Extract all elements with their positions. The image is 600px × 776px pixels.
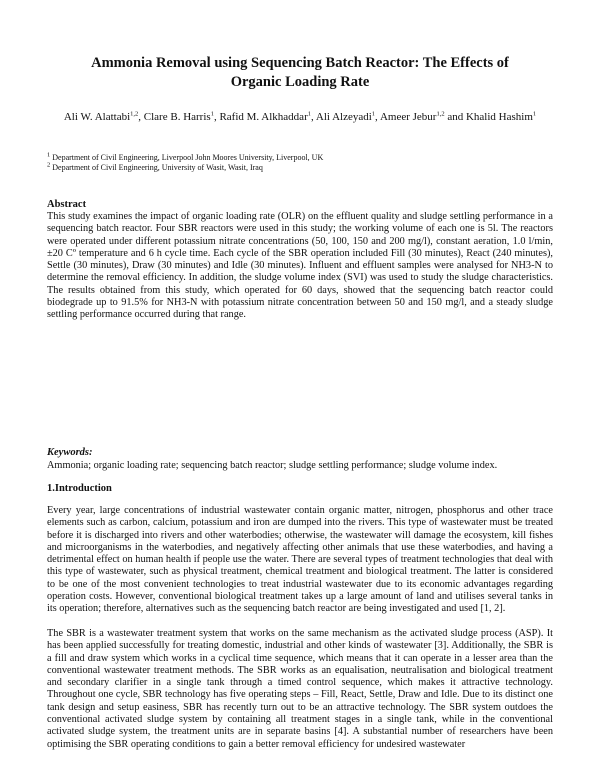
section-heading-introduction: 1.Introduction xyxy=(47,483,112,494)
keywords-label: Keywords xyxy=(47,447,89,458)
keyword-first: Ammonia xyxy=(47,460,89,471)
affiliation-mark: 1 xyxy=(47,151,51,159)
keywords-rest: ; organic loading rate; sequencing batch reactor; sludge settling performance; sludge volume index. xyxy=(88,460,498,471)
affiliation-1 xyxy=(47,153,547,163)
title-line-2: Organic Loading Rate xyxy=(230,74,370,90)
author-affil-mark: 1 xyxy=(210,110,214,118)
introduction-paragraph-2: The SBR is a wastewater treatment system that works on the same mechanism as the activated sludge process (ASP). It has been applied successfully for treating domestic, industrial and other kinds of wastewater [3]. Additionally, the SBR is a fill and draw system which works in a cyclical time sequence, which means that it can operate in a lesser area than the conventional wastewater treatment methods. The SBR works as an equalisation, neutralisation and biological treatment and secondary clarifier in a single tank through a timed control sequence, which makes it attractive technology. Throughout one cycle, SBR technology has five operating steps – Fill, React, Settle, Draw and Idle. Due to its distinct one tank design and setup easiness, SBR has recently turn out to be an attractive technology. The SBR system outdoes the conventional activated sludge system by containing all treatment stages in a single tank, while in the conventional activated sludge system, the treatment units are in separate basins [4]. A substantial number of researchers have been optimising the SBR operating conditions to gain a better removal efficiency for undesired wastewater xyxy=(47,628,553,750)
author-separator: and xyxy=(444,111,466,123)
author-separator: , xyxy=(375,111,380,123)
author-affil-mark: 1 xyxy=(307,110,311,118)
abstract-body: This study examines the impact of organic loading rate (OLR) on the effluent quality and sludge settling performance in a sequencing batch reactor. Four SBR reactors were used in this study; the working volume of each one is 5l. The reactors were operated under different potassium nitrate concentrations (50, 100, 150 and 200 mg/l), constant aeration, 1.0 l/min, ±20 Cº temperature and 6 h cycle time. Each cycle of the SBR operation included Fill (30 minutes), React (240 minutes), Settle (30 minutes), Draw (30 minutes) and Idle (30 minutes). Influent and effluent samples were analysed for NH3-N to determine the removal efficiency. In addition, the sludge volume index (SVI) was used to study the sludge characteristics. The results obtained from this study, which operated for 60 days, showed that the sequencing batch reactor could biodegrade up to 91.5% for NH3-N with potassium nitrate concentration between 50 and 150 mg/l, and a steady sludge settling performance occurred during that range. xyxy=(47,211,553,321)
author-affil-mark: 1,2 xyxy=(436,110,445,118)
introduction-paragraph-1: Every year, large concentrations of industrial wastewater contain organic matter, nitrogen, phosphorus and other trace elements such as carbon, calcium, potassium and iron are dumped into the rivers. This type of wastewater must be treated before it is discharged into rivers and other waterbodies; otherwise, the wastewater will damage the ecosystem, kill fishes and microorganisms in the waterbodies, and negatively affecting other animals that use these waterbodies, and having a detrimental effect on human health if people use the water. There are several types of treatment technologies that deal with this type of wastewater, such as physical treatment, chemical treatment and biological treatment. The latter is considered to be one of the most convenient technologies to treat industrial wastewater due to its economic advantages regarding operation costs. However, conventional biological treatment takes up a large amount of land and utilises several tanks in its operation; therefore, alternatives such as the sequencing batch reactor are being investigated and used [1, 2]. xyxy=(47,505,553,615)
keywords-heading xyxy=(47,447,93,459)
author xyxy=(316,111,380,123)
keywords-list xyxy=(47,460,553,472)
author-affil-mark: 1 xyxy=(371,110,376,118)
author-separator: , xyxy=(213,111,220,123)
author-name: Clare B. Harris xyxy=(143,111,211,123)
author-name: Khalid Hashim xyxy=(465,111,533,123)
title-line-1: Ammonia Removal using Sequencing Batch Reactor: The Effects of xyxy=(91,55,509,71)
author xyxy=(380,111,466,123)
author-name: Ali W. Alattabi xyxy=(63,111,131,123)
author-separator: , xyxy=(138,111,144,123)
author-list xyxy=(62,110,538,124)
author-name: Rafid M. Alkhaddar xyxy=(219,111,308,123)
author xyxy=(64,111,144,123)
affiliation-text: Department of Civil Engineering, Liverpool John Moores University, Liverpool, UK xyxy=(52,153,324,162)
author-separator: , xyxy=(310,111,316,123)
author xyxy=(466,111,536,123)
affiliation-mark: 2 xyxy=(47,161,51,169)
author-affil-mark: 1,2 xyxy=(130,110,139,118)
abstract-heading: Abstract xyxy=(47,199,87,210)
author-name: Ameer Jebur xyxy=(379,111,437,123)
affiliation-2 xyxy=(47,163,547,173)
author-affil-mark: 1 xyxy=(532,110,537,118)
paper-title xyxy=(60,54,540,92)
author-name: Ali Alzeyadi xyxy=(315,111,372,123)
author xyxy=(219,111,315,123)
affiliation-text: Department of Civil Engineering, University of Wasit, Wasit, Iraq xyxy=(52,163,263,172)
author xyxy=(144,111,220,123)
keywords-colon: : xyxy=(89,447,93,458)
